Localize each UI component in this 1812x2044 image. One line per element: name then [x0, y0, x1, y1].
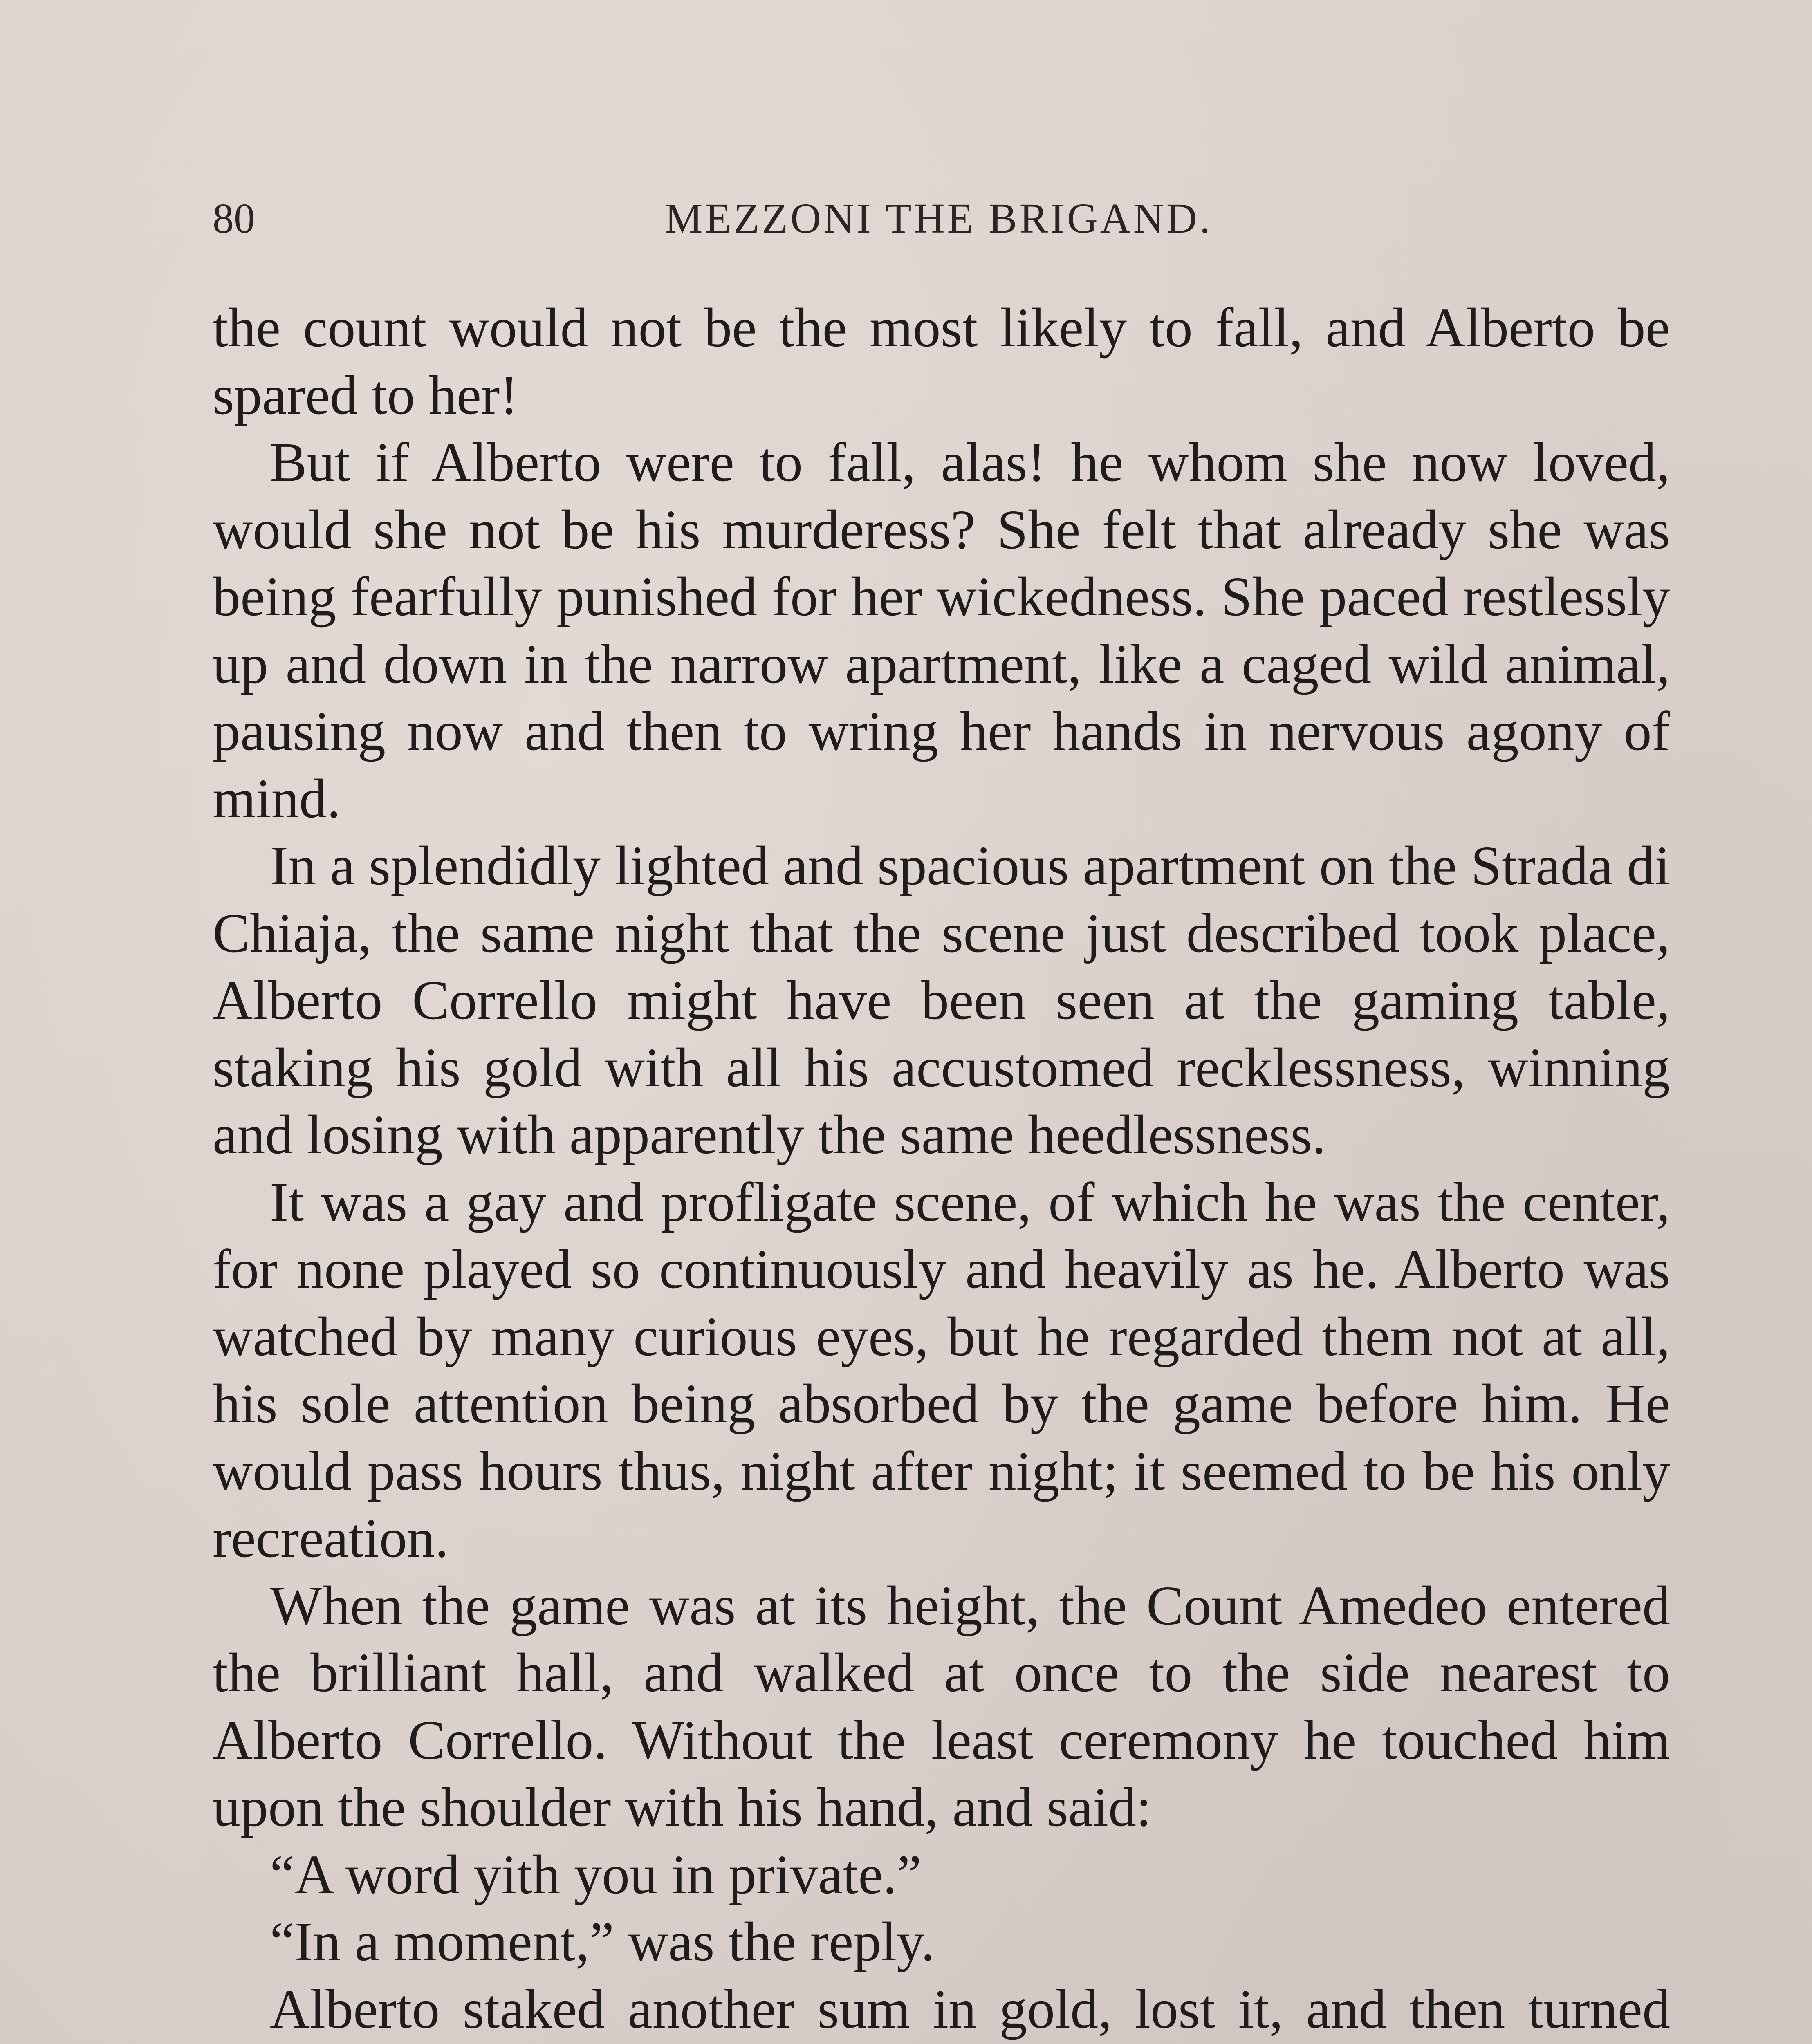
paragraph: But if Alberto were to fall, alas! he whom she now loved, would she not be his murderess? She felt that already she was being fearfully punished for her wickedness. She paced restlessly up and down in the narrow apartment, like a caged wild animal, pausing now and then to wring her hands in nervous agony of mind. [213, 432, 1670, 829]
dialogue-line: “A word yith you in private.” [270, 1844, 922, 1905]
paragraph: When the game was at its height, the Count Amedeo entered the brilliant hall, and walked at once to the side nearest to Alberto Corrello. Without the least ceremony he touched him upon the shoulder with his hand, and said: [213, 1575, 1670, 1838]
running-title: MEZZONI THE BRIGAND. [665, 195, 1213, 242]
running-header [213, 186, 1665, 251]
paragraph: It was a gay and profligate scene, of which he was the center, for none played so continuously and heavily as he. Alberto was watched by many curious eyes, but he regarded them not at all, his sole attention being absorbed by the game before him. He would pass hours thus, night after night; it seemed to be his only recreation. [213, 1171, 1670, 1569]
paragraph: Alberto staked another sum in gold, lost it, and then turned [270, 1978, 1670, 2040]
dialogue-line: “In a moment,” was the reply. [270, 1911, 935, 1972]
text-body [213, 294, 1670, 2044]
paragraph-continued: the count would not be the most likely to fall, and Alberto be spared to her! [213, 297, 1670, 426]
page-number: 80 [213, 195, 255, 242]
paragraph: In a splendidly lighted and spacious apartment on the Strada di Chiaja, the same night that the scene just described took place, Alberto Corrello might have been seen at the gaming table, staking his gold with all his accustomed recklessness, winning and losing with apparently the same heedlessness. [213, 835, 1670, 1165]
